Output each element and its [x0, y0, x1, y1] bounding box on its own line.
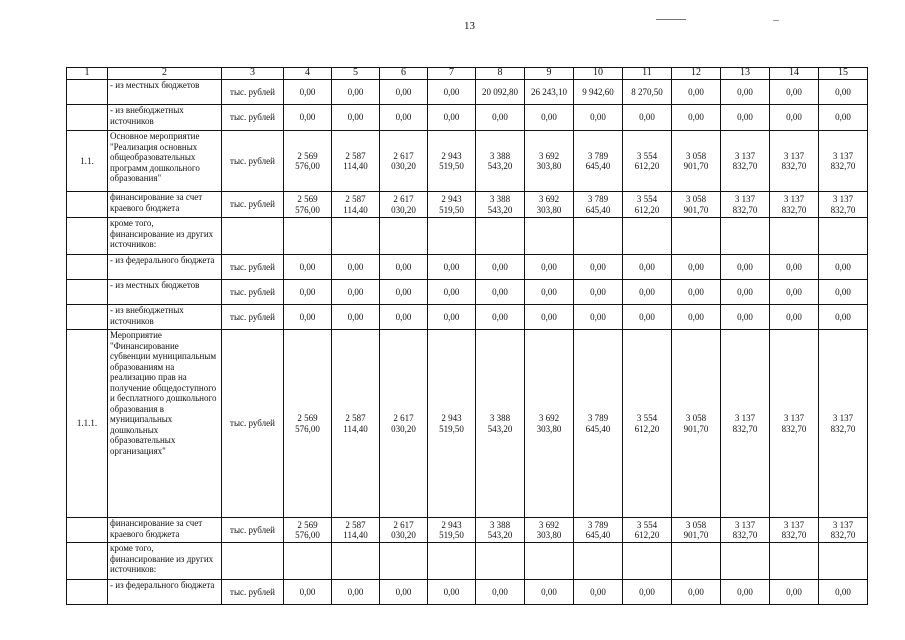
value-cell: 0,00: [284, 105, 332, 131]
value-cell: 0,00: [574, 580, 623, 605]
table-row: [67, 131, 868, 192]
column-number: 7: [428, 68, 476, 80]
value-cell: 2 617 030,20: [380, 131, 428, 192]
column-number: 1: [67, 68, 108, 80]
value-cell: 0,00: [819, 305, 868, 330]
row-unit: тыс. рублей: [222, 105, 284, 131]
row-label: кроме того, финансирование из других источников:: [108, 218, 222, 255]
column-number: 9: [525, 68, 574, 80]
value-cell: 0,00: [721, 580, 770, 605]
value-cell: 0,00: [672, 80, 721, 105]
value-cell: [380, 218, 428, 255]
value-cell: 0,00: [623, 305, 672, 330]
value-cell: [721, 543, 770, 580]
table-row: [67, 218, 868, 255]
column-number: 12: [672, 68, 721, 80]
value-cell: 0,00: [428, 580, 476, 605]
value-cell: [332, 543, 380, 580]
value-cell: 0,00: [476, 580, 525, 605]
value-cell: 3 137 832,70: [770, 192, 819, 218]
value-cell: 3 058 901,70: [672, 330, 721, 518]
value-cell: 0,00: [721, 255, 770, 280]
value-cell: [476, 543, 525, 580]
value-cell: 0,00: [428, 305, 476, 330]
value-cell: 0,00: [284, 280, 332, 305]
value-cell: 0,00: [623, 580, 672, 605]
row-label: кроме того, финансирование из других источников:: [108, 543, 222, 580]
value-cell: [284, 543, 332, 580]
value-cell: [770, 218, 819, 255]
value-cell: [428, 543, 476, 580]
value-cell: [476, 218, 525, 255]
column-number: 11: [623, 68, 672, 80]
header-mark: [773, 20, 779, 21]
value-cell: 3 388 543,20: [476, 192, 525, 218]
row-unit: тыс. рублей: [222, 518, 284, 543]
row-number: [67, 255, 108, 280]
value-cell: 2 617 030,20: [380, 192, 428, 218]
value-cell: 0,00: [623, 105, 672, 131]
value-cell: 0,00: [380, 305, 428, 330]
table-row: [67, 80, 868, 105]
page-number: 13: [464, 20, 475, 32]
value-cell: 0,00: [476, 255, 525, 280]
value-cell: 2 943 519,50: [428, 518, 476, 543]
row-label: - из федерального бюджета: [108, 255, 222, 280]
value-cell: 0,00: [428, 105, 476, 131]
value-cell: 3 137 832,70: [770, 518, 819, 543]
value-cell: 0,00: [428, 280, 476, 305]
value-cell: 3 789 645,40: [574, 330, 623, 518]
value-cell: 0,00: [623, 280, 672, 305]
value-cell: 0,00: [332, 255, 380, 280]
row-unit: тыс. рублей: [222, 80, 284, 105]
value-cell: 0,00: [525, 105, 574, 131]
value-cell: 0,00: [672, 280, 721, 305]
value-cell: 3 554 612,20: [623, 330, 672, 518]
value-cell: 2 617 030,20: [380, 518, 428, 543]
value-cell: 3 388 543,20: [476, 518, 525, 543]
column-number: 14: [770, 68, 819, 80]
row-number: [67, 580, 108, 605]
value-cell: 3 137 832,70: [819, 131, 868, 192]
value-cell: 2 569 576,00: [284, 518, 332, 543]
value-cell: 3 137 832,70: [721, 131, 770, 192]
value-cell: 3 137 832,70: [770, 330, 819, 518]
row-label: Основное мероприятие "Реализация основных общеобразовательных программ дошкольного образования": [108, 131, 222, 192]
row-unit: тыс. рублей: [222, 330, 284, 518]
value-cell: 0,00: [332, 80, 380, 105]
value-cell: 0,00: [476, 305, 525, 330]
value-cell: 2 587 114,40: [332, 192, 380, 218]
row-label: - из внебюджетных источников: [108, 105, 222, 131]
value-cell: 3 137 832,70: [819, 192, 868, 218]
value-cell: [819, 543, 868, 580]
value-cell: 0,00: [380, 80, 428, 105]
value-cell: 3 137 832,70: [819, 330, 868, 518]
value-cell: 0,00: [525, 280, 574, 305]
value-cell: 0,00: [770, 105, 819, 131]
value-cell: 0,00: [770, 580, 819, 605]
value-cell: [574, 543, 623, 580]
value-cell: [284, 218, 332, 255]
value-cell: 3 388 543,20: [476, 330, 525, 518]
value-cell: 3 388 543,20: [476, 131, 525, 192]
value-cell: 0,00: [332, 580, 380, 605]
value-cell: 8 270,50: [623, 80, 672, 105]
row-label: - из внебюджетных источников: [108, 305, 222, 330]
value-cell: 26 243,10: [525, 80, 574, 105]
value-cell: [623, 218, 672, 255]
value-cell: 3 554 612,20: [623, 518, 672, 543]
value-cell: 0,00: [525, 305, 574, 330]
column-number: 15: [819, 68, 868, 80]
row-number: [67, 543, 108, 580]
value-cell: [380, 543, 428, 580]
column-number: 6: [380, 68, 428, 80]
row-unit: [222, 218, 284, 255]
table-row: [67, 330, 868, 518]
value-cell: 0,00: [476, 280, 525, 305]
row-unit: [222, 543, 284, 580]
value-cell: 0,00: [819, 580, 868, 605]
value-cell: 0,00: [721, 105, 770, 131]
row-number: [67, 518, 108, 543]
column-number: 8: [476, 68, 525, 80]
value-cell: [574, 218, 623, 255]
table-row: [67, 280, 868, 305]
value-cell: 0,00: [380, 280, 428, 305]
row-number: [67, 192, 108, 218]
row-label: финансирование за счет краевого бюджета: [108, 192, 222, 218]
value-cell: 0,00: [672, 255, 721, 280]
value-cell: 2 569 576,00: [284, 131, 332, 192]
column-number: 13: [721, 68, 770, 80]
value-cell: 0,00: [721, 280, 770, 305]
value-cell: 0,00: [476, 105, 525, 131]
row-label: финансирование за счет краевого бюджета: [108, 518, 222, 543]
value-cell: 3 058 901,70: [672, 192, 721, 218]
row-number: 1.1.: [67, 131, 108, 192]
row-unit: тыс. рублей: [222, 305, 284, 330]
value-cell: 3 137 832,70: [770, 131, 819, 192]
table-row: [67, 105, 868, 131]
value-cell: 0,00: [623, 255, 672, 280]
value-cell: 0,00: [770, 280, 819, 305]
column-number: 2: [108, 68, 222, 80]
value-cell: 0,00: [721, 80, 770, 105]
value-cell: 2 587 114,40: [332, 131, 380, 192]
value-cell: 0,00: [428, 255, 476, 280]
value-cell: 3 137 832,70: [721, 518, 770, 543]
row-unit: тыс. рублей: [222, 580, 284, 605]
value-cell: 20 092,80: [476, 80, 525, 105]
value-cell: [623, 543, 672, 580]
value-cell: 0,00: [380, 255, 428, 280]
table-row: [67, 192, 868, 218]
value-cell: 0,00: [332, 305, 380, 330]
value-cell: [672, 543, 721, 580]
row-label: - из местных бюджетов: [108, 80, 222, 105]
value-cell: 0,00: [574, 280, 623, 305]
value-cell: 2 569 576,00: [284, 192, 332, 218]
value-cell: [672, 218, 721, 255]
value-cell: 2 569 576,00: [284, 330, 332, 518]
row-label: - из местных бюджетов: [108, 280, 222, 305]
value-cell: 0,00: [819, 255, 868, 280]
table-row: [67, 255, 868, 280]
row-unit: тыс. рублей: [222, 192, 284, 218]
value-cell: 0,00: [332, 105, 380, 131]
value-cell: 0,00: [672, 580, 721, 605]
value-cell: 0,00: [574, 305, 623, 330]
row-label: - из федерального бюджета: [108, 580, 222, 605]
value-cell: 0,00: [770, 80, 819, 105]
value-cell: 0,00: [284, 580, 332, 605]
row-unit: тыс. рублей: [222, 280, 284, 305]
header-row: [67, 68, 868, 80]
value-cell: 9 942,60: [574, 80, 623, 105]
value-cell: 0,00: [672, 305, 721, 330]
value-cell: 2 617 030,20: [380, 330, 428, 518]
value-cell: 0,00: [525, 580, 574, 605]
row-unit: тыс. рублей: [222, 255, 284, 280]
value-cell: 0,00: [721, 305, 770, 330]
value-cell: 0,00: [770, 255, 819, 280]
value-cell: 3 058 901,70: [672, 131, 721, 192]
header-mark: [656, 19, 686, 20]
row-label: Мероприятие "Финансирование субвенции муниципальным образованиям на реализацию прав на получение общедоступного и бесплатного дошкольного образования в муниципальных дошкольных образовательных организациях": [108, 330, 222, 518]
value-cell: 0,00: [574, 255, 623, 280]
value-cell: 0,00: [428, 80, 476, 105]
value-cell: 2 943 519,50: [428, 131, 476, 192]
row-number: [67, 218, 108, 255]
value-cell: 3 137 832,70: [721, 192, 770, 218]
value-cell: 0,00: [284, 305, 332, 330]
value-cell: 0,00: [672, 105, 721, 131]
value-cell: [770, 543, 819, 580]
column-number: 4: [284, 68, 332, 80]
value-cell: 0,00: [380, 105, 428, 131]
value-cell: 3 789 645,40: [574, 131, 623, 192]
table-row: [67, 305, 868, 330]
value-cell: 0,00: [770, 305, 819, 330]
value-cell: 3 058 901,70: [672, 518, 721, 543]
table-row: [67, 580, 868, 605]
value-cell: 3 137 832,70: [819, 518, 868, 543]
value-cell: 3 692 303,80: [525, 518, 574, 543]
row-number: [67, 280, 108, 305]
value-cell: 2 943 519,50: [428, 330, 476, 518]
row-number: [67, 105, 108, 131]
value-cell: 3 692 303,80: [525, 192, 574, 218]
column-number: 3: [222, 68, 284, 80]
value-cell: 3 137 832,70: [721, 330, 770, 518]
value-cell: [721, 218, 770, 255]
table-row: [67, 518, 868, 543]
value-cell: 0,00: [819, 280, 868, 305]
row-number: [67, 80, 108, 105]
value-cell: 0,00: [525, 255, 574, 280]
value-cell: 3 554 612,20: [623, 131, 672, 192]
value-cell: 0,00: [284, 255, 332, 280]
row-number: 1.1.1.: [67, 330, 108, 518]
value-cell: [332, 218, 380, 255]
value-cell: 2 587 114,40: [332, 330, 380, 518]
value-cell: 3 789 645,40: [574, 518, 623, 543]
value-cell: 3 692 303,80: [525, 330, 574, 518]
value-cell: 0,00: [332, 280, 380, 305]
value-cell: 2 587 114,40: [332, 518, 380, 543]
value-cell: 3 554 612,20: [623, 192, 672, 218]
budget-table: [66, 67, 868, 605]
value-cell: [428, 218, 476, 255]
value-cell: [525, 218, 574, 255]
column-number: 10: [574, 68, 623, 80]
value-cell: 0,00: [819, 80, 868, 105]
value-cell: 3 789 645,40: [574, 192, 623, 218]
table-row: [67, 543, 868, 580]
column-number: 5: [332, 68, 380, 80]
value-cell: 2 943 519,50: [428, 192, 476, 218]
value-cell: [819, 218, 868, 255]
row-unit: тыс. рублей: [222, 131, 284, 192]
value-cell: 0,00: [284, 80, 332, 105]
value-cell: 0,00: [380, 580, 428, 605]
value-cell: [525, 543, 574, 580]
value-cell: 0,00: [574, 105, 623, 131]
row-number: [67, 305, 108, 330]
value-cell: 3 692 303,80: [525, 131, 574, 192]
value-cell: 0,00: [819, 105, 868, 131]
